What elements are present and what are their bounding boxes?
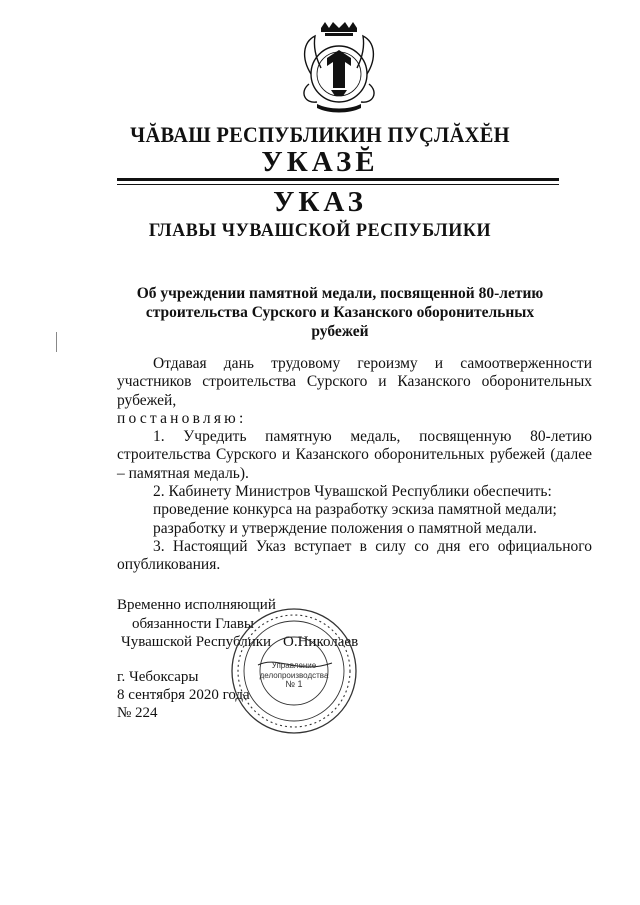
decree-title-line1: Об учреждении памятной медали, посвященной 80-летию (136, 285, 544, 302)
signature-line3: Чувашской Республики (121, 634, 272, 650)
russian-subtitle: ГЛАВЫ ЧУВАШСКОЙ РЕСПУБЛИКИ (148, 220, 492, 241)
decree-title (120, 284, 560, 341)
decree-number: № 224 (117, 705, 158, 721)
item-1: 1. Учредить памятную медаль, посвященную 80-летию строительства Сурского и Казанского оборонительных рубежей (далее – памятная медаль). (117, 428, 592, 482)
signature-line2: обязанности Главы (132, 615, 255, 632)
header-divider-thick (117, 178, 559, 181)
decree-word: постановляю: (117, 409, 247, 427)
stamp-line2: делопроизводства (259, 670, 329, 680)
item-3: 3. Настоящий Указ вступает в силу со дня его официального опубликования. (117, 537, 592, 574)
decree-title-line2: строительства Сурского и Казанского оборонительных рубежей (145, 304, 535, 340)
city: г. Чебоксары (117, 669, 199, 685)
signatory-name: О.Николаев (283, 634, 359, 650)
header-divider-thin (117, 184, 559, 185)
scan-margin-mark (56, 332, 59, 352)
chuvash-header-line: ЧĂВАШ РЕСПУБЛИКИН ПУÇЛĂХĔН (130, 122, 510, 147)
chuvash-title: УКАЗĔ (261, 146, 379, 178)
stamp-line1: Управление (271, 661, 317, 670)
item-2-b: разработку и утверждение положения о памятной медали. (153, 519, 537, 537)
stamp-number: № 1 (285, 679, 303, 689)
item-2-a: проведение конкурса на разработку эскиза памятной медали; (153, 501, 557, 519)
chuvash-coat-of-arms-icon (291, 18, 387, 118)
item-2: 2. Кабинету Министров Чувашской Республики обеспечить: (153, 483, 552, 501)
decree-body (117, 355, 592, 575)
preamble: Отдавая дань трудовому героизму и самоотверженности участников строительства Сурского и Казанского оборонительных рубежей, (117, 355, 592, 409)
official-stamp (228, 605, 360, 737)
russian-title: УКАЗ (273, 186, 367, 218)
date: 8 сентября 2020 года (117, 687, 250, 703)
signature-line1: Временно исполняющий (117, 597, 276, 613)
